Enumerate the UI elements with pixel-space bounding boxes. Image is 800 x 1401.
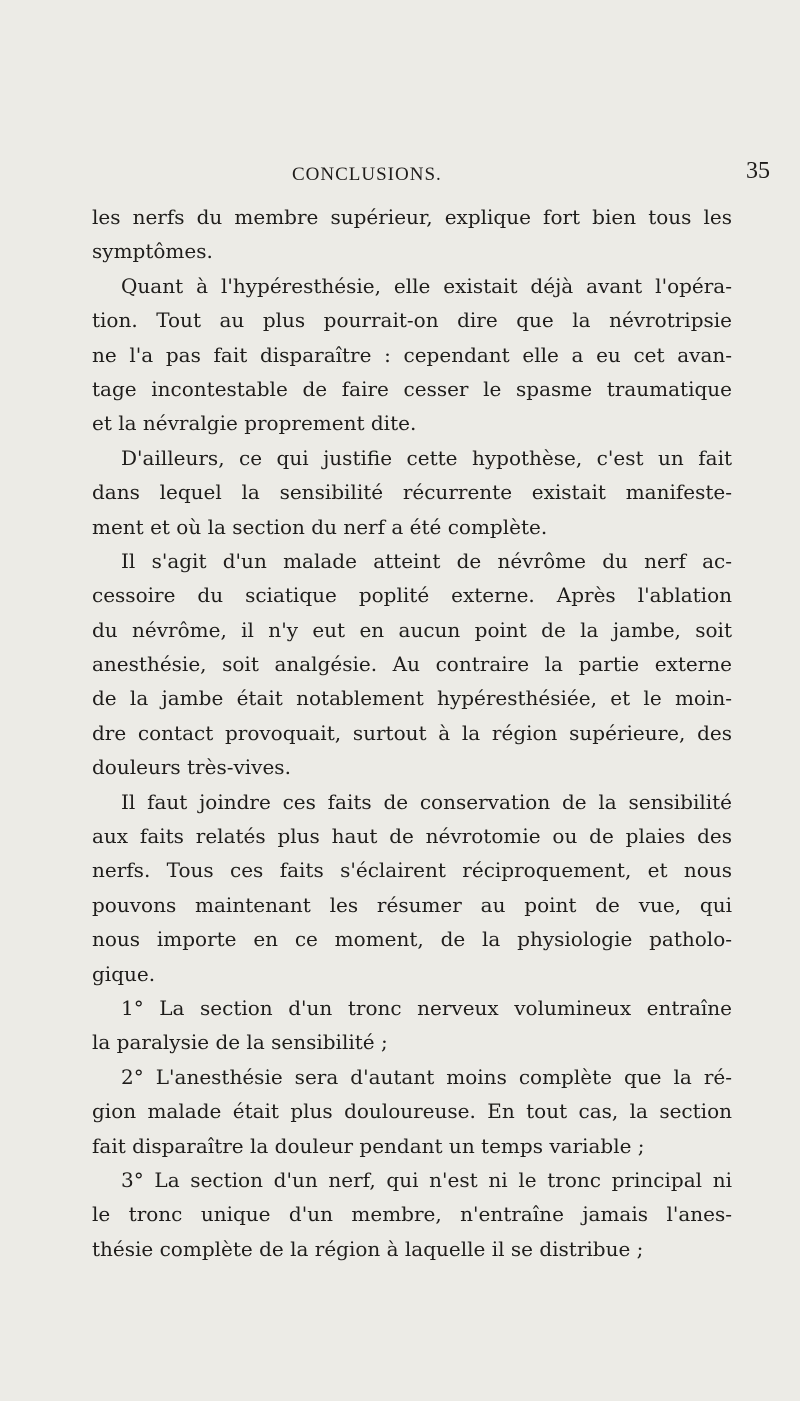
- text-line: la paralysie de la sensibilité ;: [92, 1030, 388, 1055]
- running-head: CONCLUSIONS.: [292, 164, 442, 185]
- text-line: Il faut joindre ces faits de conservation de la sensibilité: [121, 789, 732, 814]
- text-line: nerfs. Tous ces faits s'éclairent réciproquement, et nous: [92, 858, 732, 883]
- text-line: de la jambe était notablement hypéresthésiée, et le moin-: [92, 686, 732, 711]
- text-line: dans lequel la sensibilité récurrente existait manifeste-: [92, 480, 732, 505]
- text-line: Il s'agit d'un malade atteint de névrôme du nerf ac-: [121, 548, 732, 573]
- text-line: cessoire du sciatique poplité externe. Après l'ablation: [92, 583, 732, 608]
- text-line: aux faits relatés plus haut de névrotomie ou de plaies des: [92, 824, 732, 849]
- text-line: ment et où la section du nerf a été complète.: [92, 514, 548, 539]
- text-line: 2° L'anesthésie sera d'autant moins complète que la ré-: [121, 1064, 732, 1089]
- text-line: ne l'a pas fait disparaître : cependant elle a eu cet avan-: [92, 342, 732, 367]
- text-line: thésie complète de la région à laquelle il se distribue ;: [92, 1236, 644, 1261]
- text-line: Quant à l'hypéresthésie, elle existait déjà avant l'opéra-: [121, 273, 732, 298]
- text-line: tage incontestable de faire cesser le spasme traumatique: [92, 376, 732, 401]
- body-text: [92, 200, 732, 1266]
- text-line: 3° La section d'un nerf, qui n'est ni le tronc principal ni: [121, 1167, 732, 1192]
- text-line: tion. Tout au plus pourrait-on dire que la névrotripsie: [92, 308, 732, 333]
- text-line: symptômes.: [92, 239, 213, 264]
- text-line: gion malade était plus douloureuse. En tout cas, la section: [92, 1099, 732, 1124]
- text-line: pouvons maintenant les résumer au point de vue, qui: [92, 892, 732, 917]
- page-number: 35: [746, 158, 770, 184]
- text-line: nous importe en ce moment, de la physiologie patholo-: [92, 927, 732, 952]
- text-line: les nerfs du membre supérieur, explique fort bien tous les: [92, 205, 732, 229]
- text-line: et la névralgie proprement dite.: [92, 411, 417, 436]
- text-line: le tronc unique d'un membre, n'entraîne jamais l'anes-: [92, 1202, 732, 1227]
- text-line: du névrôme, il n'y eut en aucun point de la jambe, soit: [92, 617, 732, 642]
- text-line: gique.: [92, 961, 156, 986]
- text-line: douleurs très-vives.: [92, 755, 291, 780]
- text-line: D'ailleurs, ce qui justifie cette hypothèse, c'est un fait: [121, 445, 732, 470]
- text-line: fait disparaître la douleur pendant un temps variable ;: [92, 1133, 645, 1158]
- text-line: anesthésie, soit analgésie. Au contraire la partie externe: [92, 652, 732, 677]
- text-line: 1° La section d'un tronc nerveux volumineux entraîne: [121, 995, 732, 1020]
- text-line: dre contact provoquait, surtout à la région supérieure, des: [92, 720, 732, 745]
